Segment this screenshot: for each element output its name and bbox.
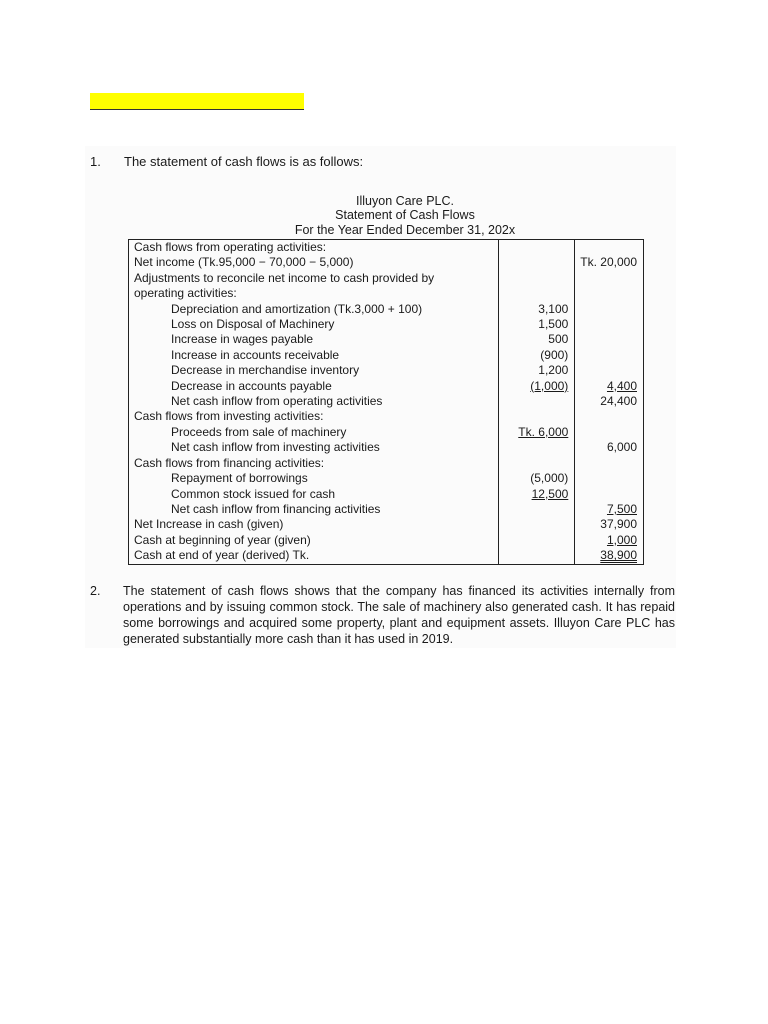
row-total <box>575 332 644 347</box>
row-label: Cash flows from operating activities: <box>129 240 499 256</box>
row-amount <box>498 533 574 548</box>
row-amount: 500 <box>498 332 574 347</box>
row-label: Net cash inflow from operating activities <box>129 394 499 409</box>
row-total <box>575 348 644 363</box>
table-row <box>129 302 644 317</box>
row-total <box>575 302 644 317</box>
row-label: Cash at end of year (derived) Tk. <box>129 548 499 564</box>
question-1-number: 1. <box>90 154 101 169</box>
question-1 <box>90 154 363 169</box>
row-amount <box>498 548 574 564</box>
table-row <box>129 471 644 486</box>
row-label: Common stock issued for cash <box>129 487 499 502</box>
row-amount: 12,500 <box>531 486 569 501</box>
row-amount: 1,500 <box>498 317 574 332</box>
row-total <box>575 240 644 256</box>
row-amount: Tk. 6,000 <box>518 424 569 439</box>
yellow-highlight-bar <box>90 93 304 110</box>
table-row <box>129 379 644 394</box>
row-label: Net income (Tk.95,000 − 70,000 − 5,000) <box>129 255 499 270</box>
table-row <box>129 548 644 564</box>
row-label: Cash flows from financing activities: <box>129 456 499 471</box>
row-amount <box>498 271 574 286</box>
row-total <box>575 363 644 378</box>
row-total <box>575 286 644 301</box>
table-row <box>129 487 644 502</box>
row-amount <box>498 456 574 471</box>
row-amount <box>498 517 574 532</box>
row-label: Net Increase in cash (given) <box>129 517 499 532</box>
row-label: Depreciation and amortization (Tk.3,000 + 100) <box>129 302 499 317</box>
table-row <box>129 440 644 455</box>
row-label: Loss on Disposal of Machinery <box>129 317 499 332</box>
row-total <box>575 487 644 502</box>
table-row <box>129 348 644 363</box>
row-total: 4,400 <box>606 378 637 393</box>
row-amount: (5,000) <box>498 471 574 486</box>
question-1-text: The statement of cash flows is as follows: <box>124 154 364 169</box>
table-row <box>129 394 644 409</box>
row-label: Decrease in merchandise inventory <box>129 363 499 378</box>
table-row <box>129 255 644 270</box>
row-label: Cash flows from investing activities: <box>129 409 499 424</box>
company-name: Illuyon Care PLC. <box>356 194 454 208</box>
table-row <box>129 502 644 517</box>
row-label: Repayment of borrowings <box>129 471 499 486</box>
row-amount: 3,100 <box>498 302 574 317</box>
table-row <box>129 317 644 332</box>
row-amount <box>498 409 574 424</box>
table-row <box>129 271 644 286</box>
row-total: 37,900 <box>575 517 644 532</box>
row-amount <box>498 286 574 301</box>
row-label: operating activities: <box>129 286 499 301</box>
table-row <box>129 409 644 424</box>
table-row <box>129 363 644 378</box>
statement-period: For the Year Ended December 31, 202x <box>294 223 516 237</box>
row-amount: (900) <box>498 348 574 363</box>
row-total <box>575 317 644 332</box>
row-total: 38,900 <box>600 548 637 563</box>
table-row <box>129 286 644 301</box>
row-amount <box>498 240 574 256</box>
statement-title: Statement of Cash Flows <box>335 208 475 222</box>
table-row <box>129 517 644 532</box>
row-total: Tk. 20,000 <box>575 255 644 270</box>
table-row <box>129 240 644 256</box>
row-total <box>575 271 644 286</box>
row-label: Net cash inflow from investing activities <box>129 440 499 455</box>
question-2 <box>90 583 675 647</box>
row-total: 6,000 <box>575 440 644 455</box>
question-2-text: The statement of cash flows shows that the company has financed its activities internally from operations and by issuing common stock. The sale of machinery also generated cash. It has repaid some borrowings and acquired some property, plant and equipment assets. Illuyon Care PLC has generated substantially more cash than it has used in 2019. <box>123 584 675 646</box>
table-row <box>129 533 644 548</box>
row-total: 24,400 <box>575 394 644 409</box>
row-label: Decrease in accounts payable <box>129 379 499 394</box>
table-row <box>129 425 644 440</box>
row-amount <box>498 502 574 517</box>
row-total: 7,500 <box>606 501 637 516</box>
table-row <box>129 332 644 347</box>
row-total <box>575 456 644 471</box>
row-total <box>575 409 644 424</box>
row-amount <box>498 394 574 409</box>
question-2-number: 2. <box>90 584 101 598</box>
table-row <box>129 456 644 471</box>
row-amount: 1,200 <box>498 363 574 378</box>
row-amount <box>498 255 574 270</box>
row-label: Proceeds from sale of machinery <box>129 425 499 440</box>
row-label: Increase in accounts receivable <box>129 348 499 363</box>
cash-flow-table <box>128 239 644 565</box>
row-total <box>575 471 644 486</box>
row-label: Cash at beginning of year (given) <box>129 533 499 548</box>
row-total <box>575 425 644 440</box>
row-label: Net cash inflow from financing activities <box>129 502 499 517</box>
row-label: Adjustments to reconcile net income to cash provided by <box>129 271 499 286</box>
row-total: 1,000 <box>606 532 637 547</box>
row-amount <box>498 440 574 455</box>
row-label: Increase in wages payable <box>129 332 499 347</box>
row-amount: (1,000) <box>530 378 569 393</box>
